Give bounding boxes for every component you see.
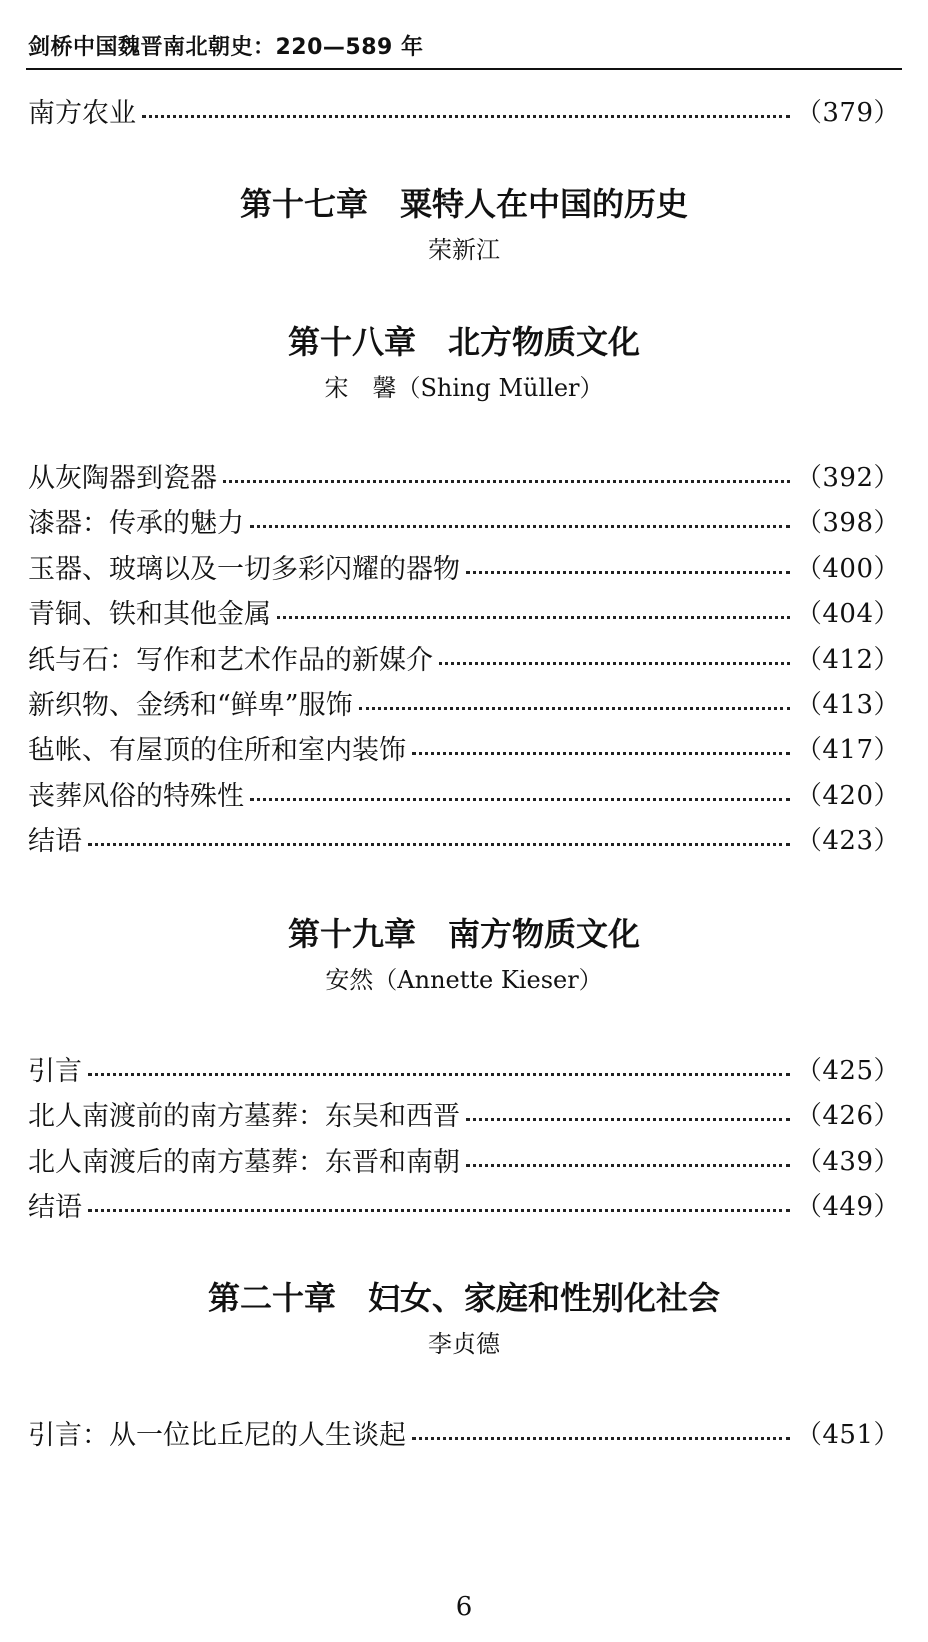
chapter-author: 宋 馨（Shing Müller） (324, 374, 604, 402)
dot-leader (466, 571, 790, 574)
toc-entry-page: （423） (795, 825, 900, 856)
toc-entry-label: 引言 (28, 1055, 82, 1087)
header-divider (26, 68, 902, 70)
toc-entry-page: （400） (795, 553, 900, 584)
toc-entry[interactable] (28, 773, 900, 813)
chapter-author: 李贞德 (428, 1330, 500, 1358)
toc-entry-page: （426） (795, 1100, 900, 1131)
toc-entry[interactable] (28, 90, 900, 130)
toc-entry-label: 新织物、金绣和“鲜卑”服饰 (28, 689, 353, 721)
book-title: 剑桥中国魏晋南北朝史：220—589 年 (28, 35, 424, 60)
toc-entry-label: 丧葬风俗的特殊性 (28, 780, 244, 812)
dot-leader (88, 1209, 790, 1212)
toc-entry-label: 玉器、玻璃以及一切多彩闪耀的器物 (28, 553, 460, 585)
chapter-author: 荣新江 (428, 236, 500, 264)
toc-entry-page: （413） (795, 689, 900, 720)
dot-leader (142, 115, 790, 118)
dot-leader (412, 752, 790, 755)
toc-entry-page: （417） (795, 734, 900, 765)
toc-entry[interactable] (28, 500, 900, 540)
toc-entry[interactable] (28, 546, 900, 586)
chapter-title: 第十八章 北方物质文化 (287, 323, 640, 361)
toc-entry[interactable] (28, 591, 900, 631)
toc-entry[interactable] (28, 1093, 900, 1133)
toc-entry-label: 漆器：传承的魅力 (28, 507, 244, 539)
toc-entry[interactable] (28, 637, 900, 677)
toc-entry-label: 从灰陶器到瓷器 (28, 462, 217, 494)
dot-leader (466, 1118, 790, 1121)
toc-entry[interactable] (28, 818, 900, 858)
toc-entry-label: 结语 (28, 825, 82, 857)
toc-entry-page: （404） (795, 598, 900, 629)
chapter-heading (0, 1276, 928, 1364)
chapter-heading (0, 320, 928, 408)
chapter-author: 安然（Annette Kieser） (325, 966, 603, 994)
toc-entry-label: 北人南渡前的南方墓葬：东吴和西晋 (28, 1100, 460, 1132)
dot-leader (439, 662, 790, 665)
toc-entry[interactable] (28, 455, 900, 495)
toc-entry-page: （425） (795, 1055, 900, 1086)
dot-leader (250, 525, 790, 528)
toc-entry-label: 毡帐、有屋顶的住所和室内装饰 (28, 734, 406, 766)
toc-entry-page: （451） (795, 1419, 900, 1450)
toc-entry[interactable] (28, 1412, 900, 1452)
dot-leader (277, 616, 790, 619)
toc-entry-label: 引言：从一位比丘尼的人生谈起 (28, 1419, 406, 1451)
toc-entry[interactable] (28, 1139, 900, 1179)
chapter-title: 第十九章 南方物质文化 (287, 915, 640, 953)
dot-leader (88, 1073, 790, 1076)
toc-entry-page: （412） (795, 644, 900, 675)
toc-entry-page: （392） (795, 462, 900, 493)
toc-entry[interactable] (28, 727, 900, 767)
chapter-heading (0, 182, 928, 270)
toc-entry-page: （439） (795, 1146, 900, 1177)
toc-entry-label: 青铜、铁和其他金属 (28, 598, 271, 630)
dot-leader (466, 1164, 790, 1167)
toc-entry[interactable] (28, 682, 900, 722)
toc-entry-label: 结语 (28, 1191, 82, 1223)
dot-leader (223, 480, 790, 483)
dot-leader (88, 843, 790, 846)
dot-leader (250, 798, 790, 801)
toc-entry-page: （449） (795, 1191, 900, 1222)
dot-leader (412, 1437, 790, 1440)
toc-entry-page: （420） (795, 780, 900, 811)
toc-entry-label: 纸与石：写作和艺术作品的新媒介 (28, 644, 433, 676)
toc-entry-label: 南方农业 (28, 97, 136, 129)
toc-entry-page: （379） (795, 97, 900, 128)
toc-entry[interactable] (28, 1048, 900, 1088)
toc-entry[interactable] (28, 1184, 900, 1224)
chapter-title: 第十七章 粟特人在中国的历史 (239, 185, 688, 223)
dot-leader (359, 707, 790, 710)
chapter-title: 第二十章 妇女、家庭和性别化社会 (207, 1279, 720, 1317)
chapter-heading (0, 912, 928, 1000)
page-number: 6 (455, 1592, 473, 1622)
toc-entry-page: （398） (795, 507, 900, 538)
toc-entry-label: 北人南渡后的南方墓葬：东晋和南朝 (28, 1146, 460, 1178)
